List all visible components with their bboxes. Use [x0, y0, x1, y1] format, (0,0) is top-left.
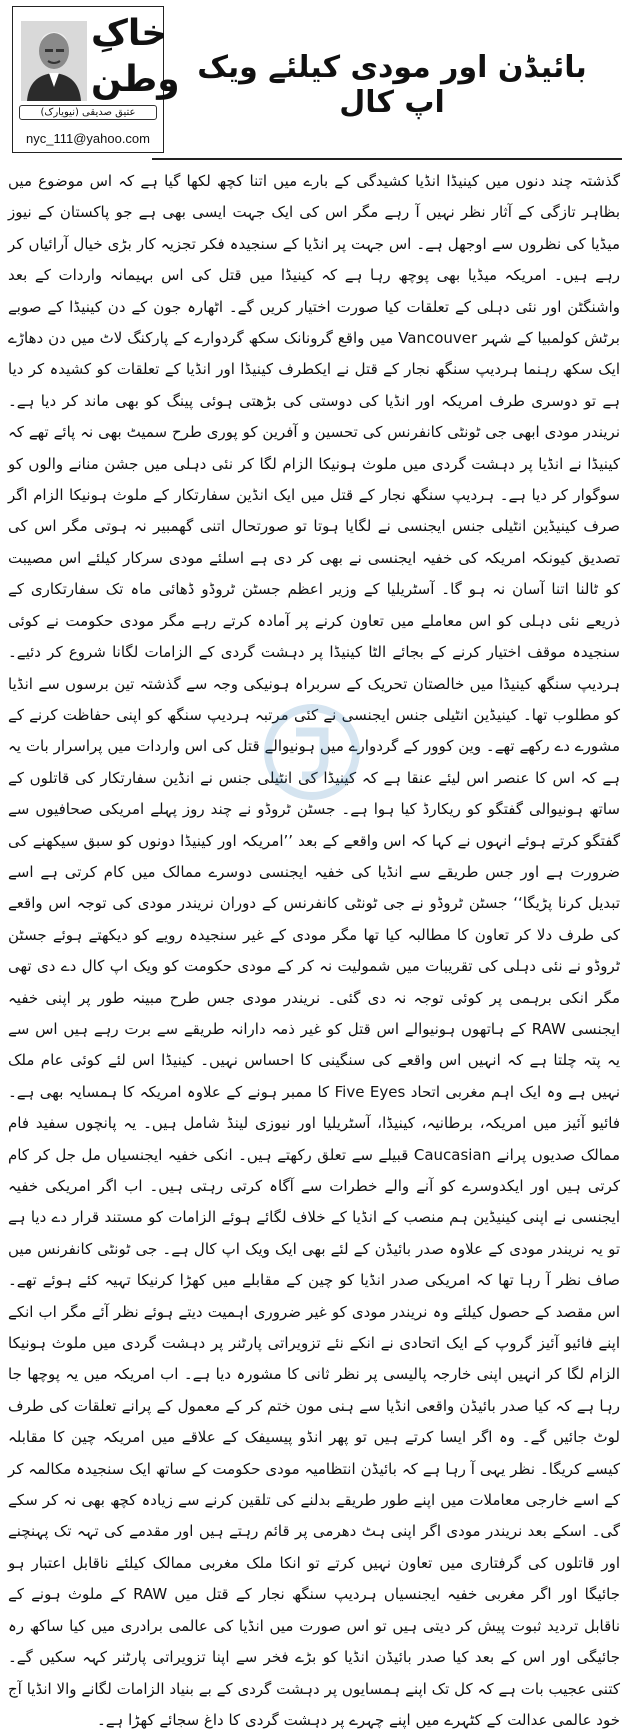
author-email: nyc_111@yahoo.com	[25, 131, 150, 146]
column-name-line2: وطن	[91, 59, 180, 100]
column-logo-box	[12, 6, 180, 153]
author-avatar	[21, 21, 87, 101]
person-portrait-icon	[21, 21, 87, 101]
page-header	[0, 0, 628, 160]
author-name: عتیق صدیقی (نیویارک)	[19, 105, 157, 120]
column-name	[91, 11, 180, 103]
article-headline: بائیڈن اور مودی کیلئے ویک اپ کال	[197, 50, 587, 120]
column-name-line1: خاکِ	[91, 13, 168, 54]
newspaper-logo-watermark-icon	[262, 702, 362, 802]
article-paragraph: گذشتہ چند دنوں میں کینیڈا انڈیا کشیدگی کے بارے میں اتنا کچھ لکھا گیا ہے کہ اس موضوع میں بظاہر تازگی کے آثار نظر نہیں آ رہے مگر اس کی ایک جہت ایسی بھی ہے جو پاکستان کے نیوز میڈیا کی نظروں سے اوجھل ہے۔ اس جہت پر انڈیا کے سنجیدہ فکر تجزیہ کار بڑی خیال آرائیاں کر رہے ہیں۔ امریکہ میڈیا بھی پوچھ رہا ہے کہ کینیڈا میں قتل کی اس بہیمانہ واردات کے بعد واشنگٹن اور نئی دہلی کے تعلقات کیا صورت اختیار کریں گے۔ اٹھارہ جون کے دن کینیڈا کے صوبے برٹش کولمبیا کے شہر Vancouver میں واقع گرونانک سکھ گردوارے کے پارکنگ لاٹ میں دن دھاڑے ایک سکھ رہنما ہردیپ سنگھ نجار کے قتل نے ایکطرف کینیڈا اور انڈیا کے تعلقات کو کشیدہ کر دیا ہے تو دوسری طرف امریکہ اور انڈیا کی دوستی کی بڑھتی ہوئی پینگ کو بھی ماند کر دیا ہے۔ نریندر مودی ابھی جی ٹونٹی کانفرنس کی تحسین و آفرین کو پوری طرح سمیٹ بھی نہ پائے تھے کہ کینیڈا نے انڈیا پر دہشت گردی میں ملوث ہونیکا الزام لگا کر نئی دہلی میں جشن منانے والوں کو سوگوار کر دیا ہے۔ ہردیپ سنگھ نجار کے قتل میں ایک انڈین سفارتکار کے ملوث ہونیکا الزام اگر صرف کینیڈین انٹیلی جنس ایجنسی نے لگایا ہوتا تو صورتحال اتنی گھمبیر نہ ہوتی مگر اس کی تصدیق کیونکہ امریکہ کی خفیہ ایجنسی نے بھی کر دی ہے اسلئے مودی سرکار کیلئے اس مصیبت کو ٹالنا اتنا آسان نہ ہو گا۔ آسٹریلیا کے وزیر اعظم جسٹن ٹروڈو ڈھائی ماہ تک سفارتکاری کے ذریعے نئی دہلی کو اس معاملے میں تعاون کرنے پر آمادہ کرتے رہے مگر مودی حکومت نے کوئی سنجیدہ موقف اختیار کرنے کے بجائے الٹا کینیڈا پر دہشت گردی کے الزامات لگانا شروع کر دئیے۔ ہردیپ سنگھ کینیڈا میں خالصتان تحریک کے سربراہ ہونیکی وجہ سے گذشتہ تین برسوں سے انڈیا کو مطلوب تھا۔ کینیڈین انٹیلی جنس ایجنسی نے کئی مرتبہ ہردیپ سنگھ کو اپنی حفاظت کرنے کے مشورے دے رکھے تھے۔ وین کوور کے گردوارے میں ہونیوالے قتل کی اس واردات میں پراسرار بات یہ ہے کہ اس کا عنصر اس لیئے عنقا ہے کہ کینیڈا کی انٹیلی جنس نے انڈین سفارتکار کی قاتلوں کے ساتھ ہونیوالی گفتگو کو ریکارڈ کیا ہوا ہے۔ جسٹن ٹروڈو نے چند روز پہلے امریکی صحافیوں سے گفتگو کرتے ہوئے انہوں نے کہا کہ اس واقعے کے بعد ’’امریکہ اور کینیڈا دونوں کو سبق سیکھنے کی ضرورت ہے اور جس طریقے سے انڈیا کی خفیہ ایجنسی دوسرے ممالک میں کام کرتی ہے اسے تبدیل کرنا پڑیگا‘‘ جسٹن ٹروڈو نے جی ٹونٹی کانفرنس کے دوران نریندر مودی کی توجہ اس واقعے کی طرف دلا کر تعاون کا مطالبہ کیا تھا مگر مودی کے غیر سنجیدہ رویے کو دیکھتے ہوئے جسٹن ٹروڈو نے نئی دہلی کی تقریبات میں شمولیت نہ کر کے مودی حکومت کو ویک اپ کال دے دی تھی مگر انکی برہمی پر کوئی توجہ نہ دی گئی۔ نریندر مودی جس طرح مبینہ طور پر اپنی خفیہ ایجنسی RAW کے ہاتھوں ہونیوالے اس قتل کو غیر ذمہ دارانہ طریقے سے برت رہے ہیں اس سے یہ پتہ چلتا ہے کہ انہیں اس واقعے کی سنگینی کا احساس نہیں۔ کینیڈا اس لئے کوئی عام ملک نہیں ہے وہ ایک اہم مغربی اتحاد Five Eyes کا ممبر ہونے کے علاوہ امریکہ کا ہمسایہ بھی ہے۔ فائیو آئیز میں امریکہ، برطانیہ، کینیڈا، آسٹریلیا اور نیوزی لینڈ شامل ہیں۔ یہ پانچوں سفید فام ممالک صدیوں پرانے Caucasian قبیلے سے تعلق رکھتے ہیں۔ انکی خفیہ ایجنسیاں مل جل کر کام کرتی ہیں اور ایکدوسرے کو آنے والے خطرات سے آگاہ کرتی رہتی ہیں۔ اب اگر امریکی خفیہ ایجنسی نے اپنی کینیڈین ہم منصب کے انڈیا کے خلاف لگائے ہوئے الزامات کو مستند قرار دے دیا ہے تو یہ نریندر مودی کے علاوہ صدر بائیڈن کے لئے بھی ایک ویک اپ کال ہے۔ جی ٹونٹی کانفرنس میں صاف نظر آ رہا تھا کہ امریکی صدر انڈیا کو چین کے مقابلے میں کھڑا کرنیکا تہیہ کئے ہوئے تھے۔ اس مقصد کے حصول کیلئے وہ نریندر مودی کو غیر ضروری اہمیت دیتے ہوئے نظر آئے مگر اب انکے اپنے فائیو آئیز گروپ کے ایک اتحادی نے انکے نئے تزویراتی پارٹنر پر دہشت گردی میں ملوث ہونیکا الزام لگا کر انہیں اپنی خارجہ پالیسی پر نظر ثانی کا مشورہ دیا ہے۔ اب امریکہ میں یہ پوچھا جا رہا ہے کہ کیا صدر بائیڈن واقعی انڈیا سے ہنی مون ختم کر کے معمول کے پرانے تعلقات کی طرف لوٹ جائیں گے۔ وہ اگر ایسا کرتے ہیں تو پھر انڈو پیسیفک کے علاقے میں امریکہ چین کا مقابلہ کیسے کریگا۔ نظر یہی آ رہا ہے کہ بائیڈن انتظامیہ مودی حکومت کے ساتھ ایک سنجیدہ مکالمہ کر کے اسے خارجی معاملات میں اپنے طور طریقے بدلنے کی تلقین کرنے سے زیادہ کچھ بھی نہ کر سکے گی۔ اسکے بعد نریندر مودی اگر اپنی ہٹ دھرمی پر قائم رہتے ہیں اور مقدمے کی تہہ تک پہنچنے اور قاتلوں کی گرفتاری میں تعاون نہیں کرتے تو انکا ملک مغربی ممالک کیلئے ناقابل اعتبار ہو جائیگا اور اگر مغربی خفیہ ایجنسیاں ہردیپ سنگھ نجار کے قتل میں RAW کے ملوث ہونے کے ناقابل تردید ثبوت پیش کر دیتی ہیں تو اس صورت میں انڈیا کی عالمی برادری میں کیا ساکھ رہ جائیگی اور اس کے بعد کیا صدر بائیڈن انڈیا کو بڑے فخر سے اپنا تزویراتی پارٹنر کہہ سکیں گے۔ کتنی عجیب بات ہے کہ کل تک اپنے ہمسایوں پر دہشت گردی کے بے بنیاد الزامات لگانے والا انڈیا آج خود عالمی عدالت کے کٹہرے میں اپنے چہرے پر دہشت گردی کا داغ سجائے کھڑا ہے۔	[8, 172, 620, 1729]
header-divider	[152, 158, 622, 160]
